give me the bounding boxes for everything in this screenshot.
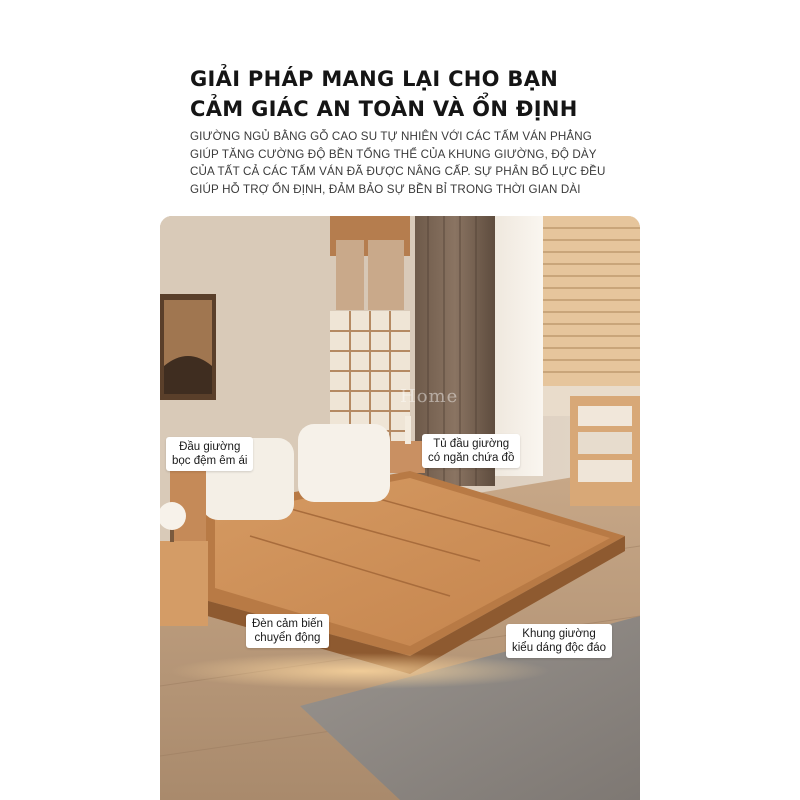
window-blinds [540, 216, 640, 386]
rattan-cabinet-door [368, 240, 404, 310]
description-line-2: GIÚP TĂNG CƯỜNG ĐỘ BỀN TỔNG THỂ CỦA KHUNG GIƯỜNG, ĐỘ DÀY [190, 147, 597, 161]
headboard-cushion [298, 424, 390, 502]
description-line-1: GIƯỜNG NGỦ BẰNG GỖ CAO SU TỰ NHIÊN VỚI CÁC TẤM VÁN PHẲNG [190, 130, 592, 143]
callout-headboard-line-2: bọc đệm êm ái [172, 455, 248, 467]
callout-sensor-light [246, 614, 329, 648]
callout-nightstand-line-1: Tủ đầu giường [433, 438, 510, 450]
callout-nightstand [422, 434, 520, 468]
callout-nightstand-line-2: có ngăn chứa đồ [428, 452, 515, 464]
rattan-cabinet-door [336, 240, 364, 310]
callout-frame-line-2: kiểu dáng độc đáo [512, 642, 606, 654]
heading-line-2: CẢM GIÁC AN TOÀN VÀ ỔN ĐỊNH [190, 97, 578, 121]
description-line-4: GIÚP HỖ TRỢ ỔN ĐỊNH, ĐẢM BẢO SỰ BỀN BỈ TRONG THỜI GIAN DÀI [190, 182, 581, 196]
callout-headboard [166, 437, 253, 471]
heading-line-1: GIẢI PHÁP MANG LẠI CHO BẠN [190, 67, 559, 91]
description-line-3: CỦA TẤT CẢ CÁC TẤM VÁN ĐÃ ĐƯỢC NÂNG CẤP. SỰ PHÂN BỔ LỰC ĐỀU [190, 165, 606, 178]
bedroom-photo [160, 216, 640, 800]
callout-sensor-light-line-1: Đèn cảm biến [252, 618, 323, 630]
callout-frame-line-1: Khung giường [522, 628, 596, 640]
heading [190, 64, 750, 124]
callout-frame [506, 624, 612, 658]
description [190, 128, 790, 198]
watermark: Home [400, 386, 459, 407]
nightstand-left [160, 541, 208, 626]
callout-sensor-light-line-2: chuyển động [254, 632, 321, 644]
callout-headboard-line-1: Đầu giường [179, 441, 241, 453]
bedroom-illustration [160, 216, 640, 800]
sensor-light-glow [170, 653, 550, 689]
